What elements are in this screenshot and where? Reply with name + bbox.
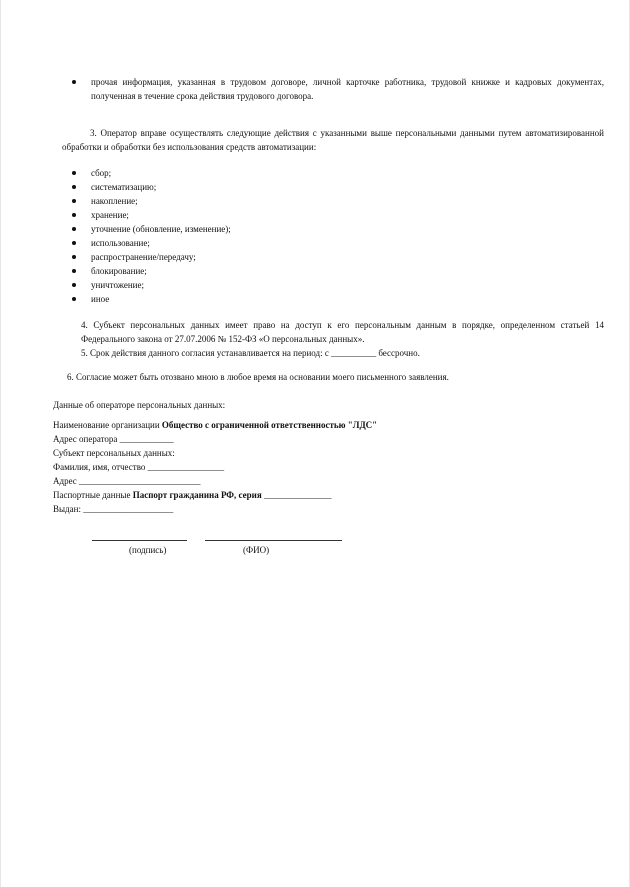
clause-3: 3. Оператор вправе осуществлять следующие действия с указанными выше персональными данными путем автоматизированной обработки и обработки без использования средств автоматизации: [62, 128, 604, 152]
list-item [62, 75, 604, 103]
bullet-icon [72, 227, 76, 231]
clause-6: 6. Согласие может быть отозвано мною в любое время на основании моего письменного заявления. [67, 372, 449, 382]
org-label: Наименование организации [53, 420, 162, 430]
list-item [62, 222, 604, 236]
bullet-icon [72, 185, 76, 189]
subject-fio: Фамилия, имя, отчество _________________ [53, 462, 225, 472]
action-text: систематизацию; [91, 182, 157, 192]
bullet-icon [72, 80, 76, 84]
list-item [62, 194, 604, 208]
list-item [62, 180, 604, 194]
list-item [62, 166, 604, 180]
list-item [62, 264, 604, 278]
action-text: хранение; [91, 210, 129, 220]
passport-blank: _______________ [261, 490, 332, 500]
signature-line [92, 540, 187, 541]
passport-line [53, 488, 613, 502]
actions-list [62, 166, 604, 306]
list-item [62, 278, 604, 292]
first-bullet-block [62, 75, 604, 103]
bullet-icon [72, 255, 76, 259]
bullet-icon [72, 269, 76, 273]
clause-4-text: 4. Субъект персональных данных имеет право на доступ к его персональным данным в порядке, определенном статьей 14 Федерального закона от 27.07.2006 № 152-ФЗ «О персональных данных». [81, 320, 604, 344]
bullet-icon [72, 241, 76, 245]
clause-5: 5. Срок действия данного согласия устанавливается на период: с __________ бессрочно. [81, 348, 420, 358]
bullet-icon [72, 297, 76, 301]
action-text: использование; [91, 238, 150, 248]
bullet-icon [72, 283, 76, 287]
action-text: уточнение (обновление, изменение); [91, 224, 231, 234]
signature-label: (подпись) [129, 545, 167, 555]
action-text: уничтожение; [91, 280, 144, 290]
list-item [62, 292, 604, 306]
subject-address: Адрес ___________________________ [53, 476, 201, 486]
action-text: иное [91, 294, 110, 304]
action-text: блокирование; [91, 266, 147, 276]
first-bullet-text: прочая информация, указанная в трудовом договоре, личной карточке работника, трудовой книжке и кадровых документах, полученная в течение срока действия трудового договора. [91, 77, 604, 101]
bullet-icon [72, 171, 76, 175]
operator-subject-section [53, 398, 613, 516]
issued-line: Выдан: ____________________ [53, 504, 174, 514]
subject-heading: Субъект персональных данных: [53, 448, 175, 458]
org-line [53, 418, 613, 432]
action-text: накопление; [91, 196, 138, 206]
list-item [62, 236, 604, 250]
list-item [62, 208, 604, 222]
action-text: распространение/передачу; [91, 252, 196, 262]
passport-label: Паспортные данные [53, 490, 133, 500]
passport-value: Паспорт гражданина РФ, серия [132, 490, 262, 500]
bullet-icon [72, 213, 76, 217]
list-item [62, 250, 604, 264]
operator-address: Адрес оператора ____________ [53, 434, 174, 444]
clause-4 [81, 318, 604, 346]
bullet-icon [72, 199, 76, 203]
org-value: Общество с ограниченной ответственностью "ЛДС" [161, 420, 378, 430]
operator-heading: Данные об операторе персональных данных: [53, 400, 226, 410]
fio-label: (ФИО) [243, 545, 270, 555]
action-text: сбор; [91, 168, 112, 178]
fio-line [205, 540, 342, 541]
